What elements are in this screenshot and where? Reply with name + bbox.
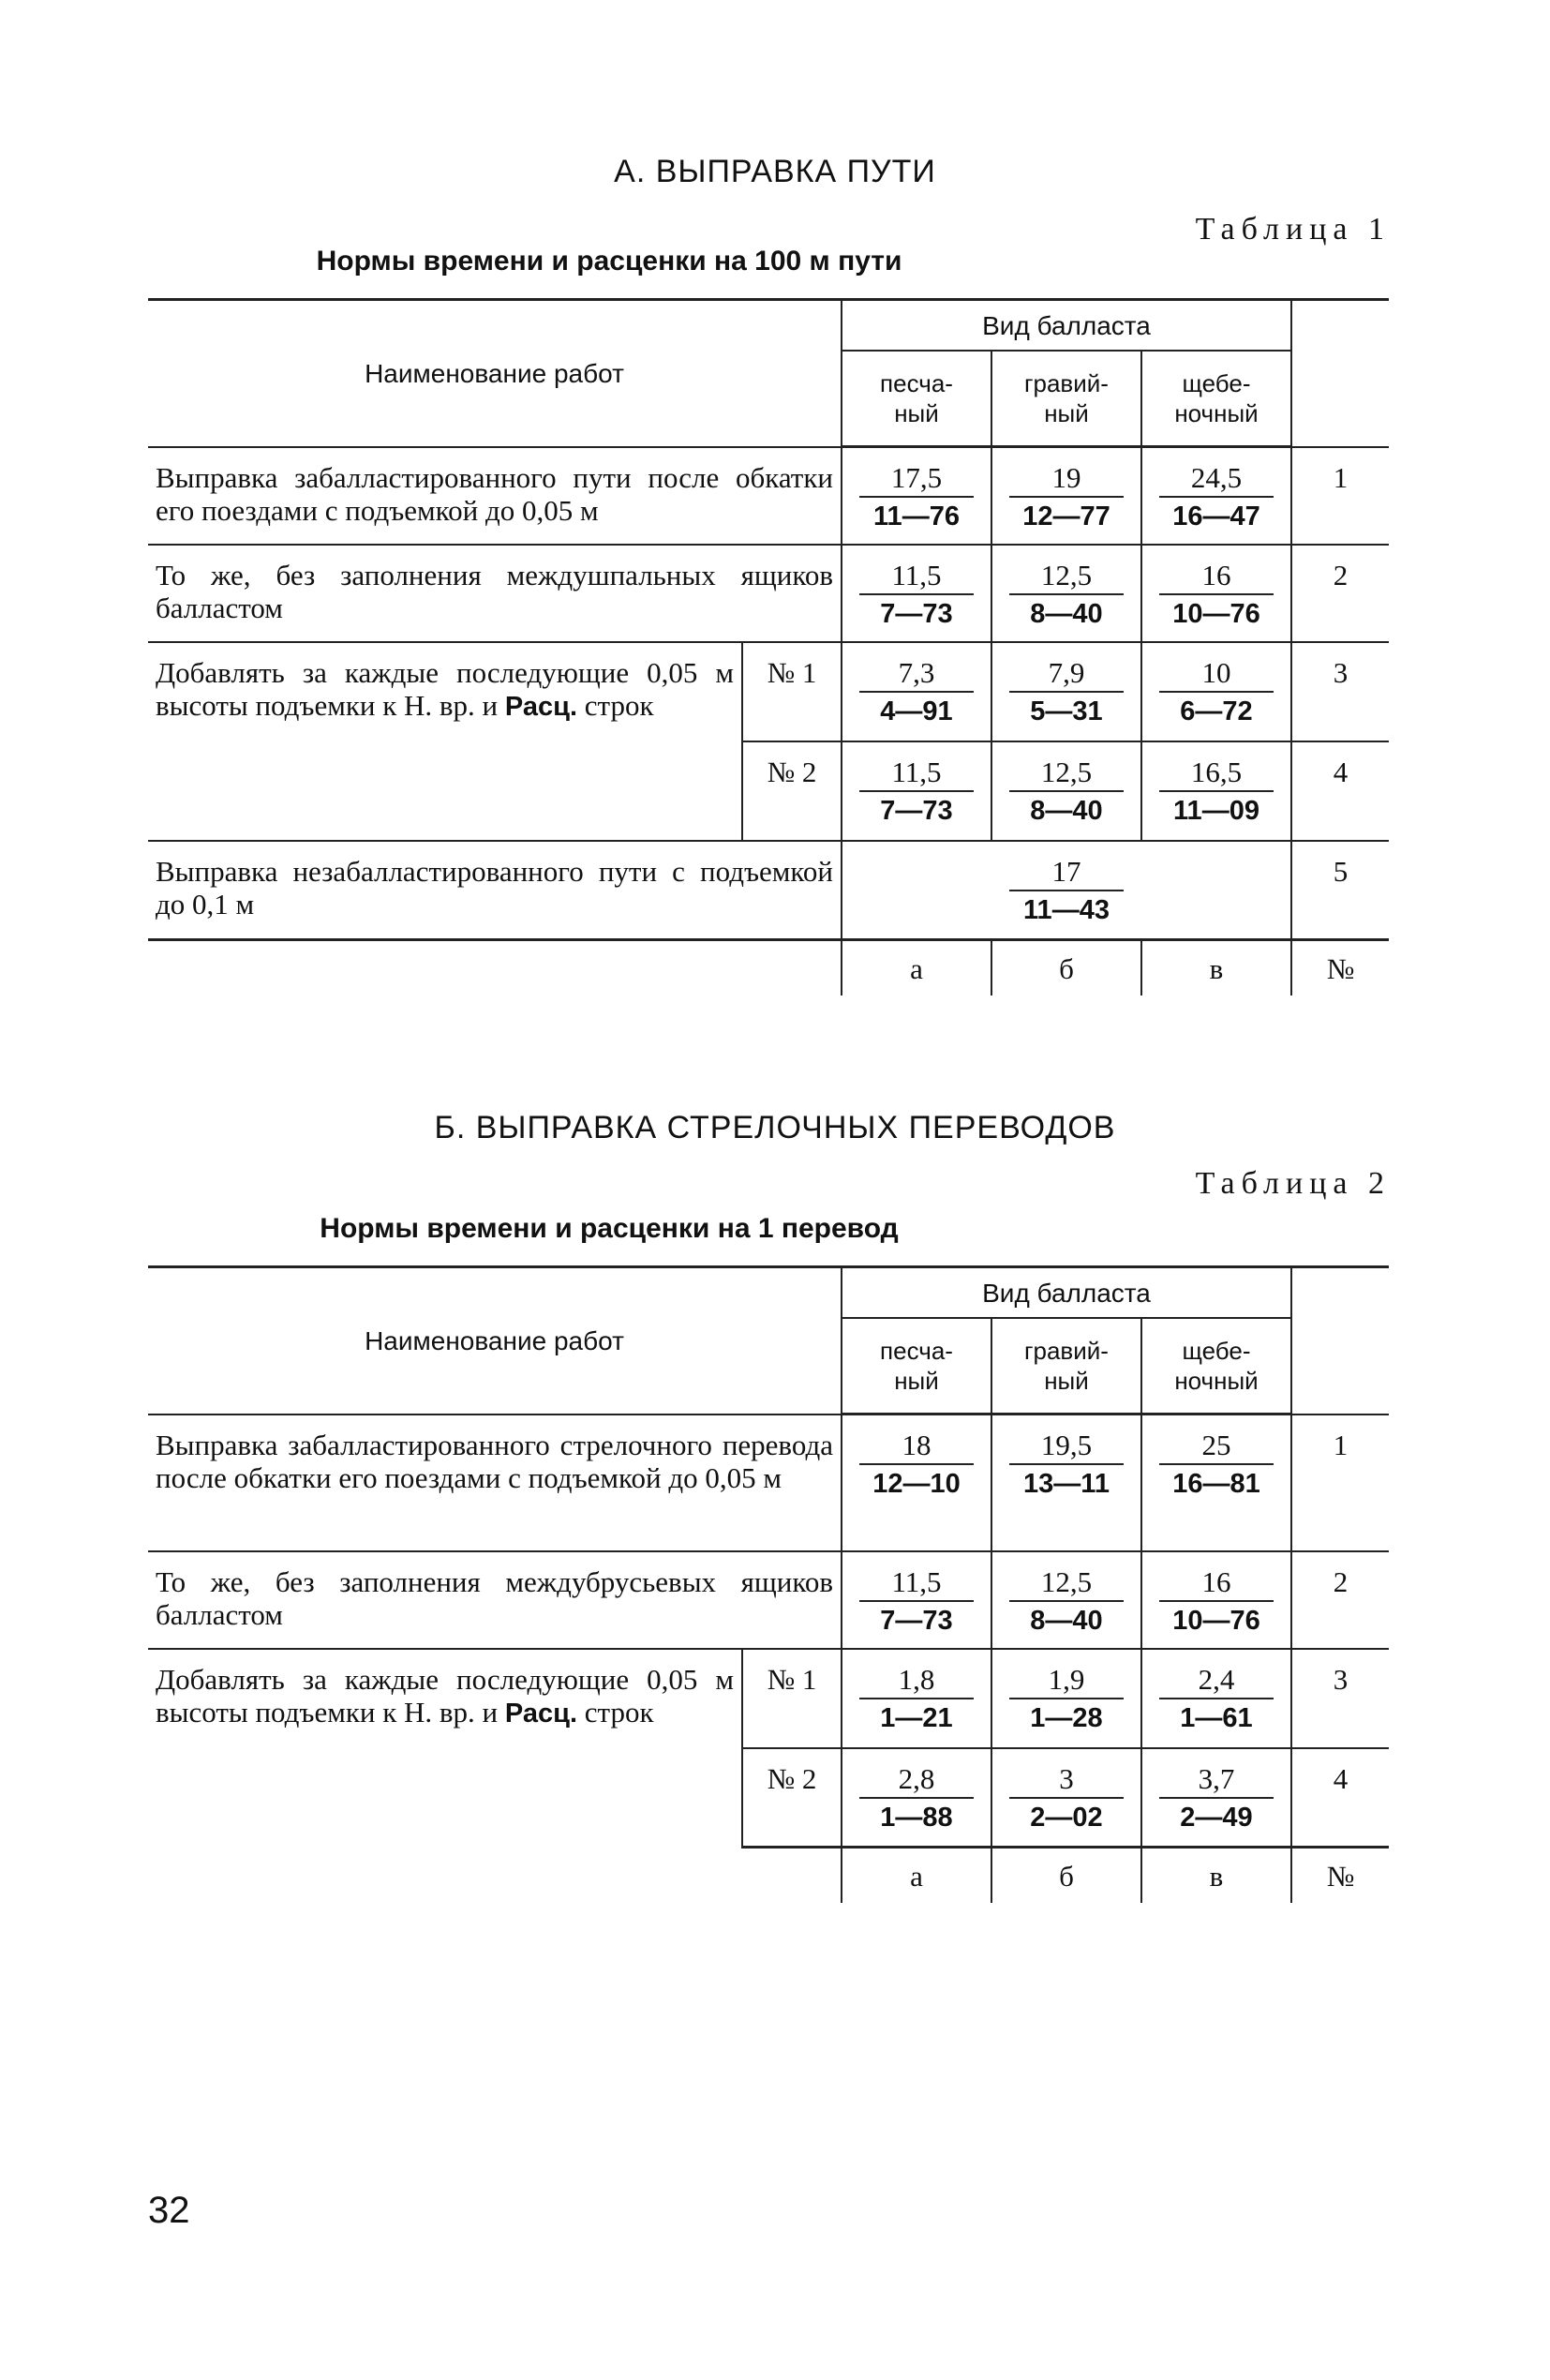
- value-cell: 12,5 8—40: [991, 545, 1141, 642]
- work-name: То же, без заполнения междушпальных ящиков балластом: [148, 545, 842, 642]
- work-name: То же, без заполнения междубрусьевых ящиков балластом: [148, 1551, 842, 1649]
- table-row: [148, 447, 1389, 545]
- column-index-no: №: [1291, 1848, 1389, 1904]
- value-cell: 25 16—81: [1141, 1415, 1291, 1551]
- table-2-label: Таблица 2: [1195, 1166, 1391, 1201]
- value-cell: 3 2—02: [991, 1748, 1141, 1848]
- row-number: 3: [1291, 642, 1389, 741]
- value-cell: 12,5 8—40: [991, 1551, 1141, 1649]
- column-index-row: [148, 940, 1389, 996]
- value-cell: 19,5 13—11: [991, 1415, 1141, 1551]
- sub-row-label: № 2: [742, 741, 842, 841]
- value-cell: 7,9 5—31: [991, 642, 1141, 741]
- value-cell: 11,5 7—73: [842, 545, 991, 642]
- column-index-b: б: [991, 940, 1141, 996]
- row-number: 1: [1291, 447, 1389, 545]
- work-name: Добавлять за каждые последующие 0,05 м высоты подъемки к Н. вр. и Расц. строк: [148, 642, 742, 841]
- column-index-no: №: [1291, 940, 1389, 996]
- column-index-row: [148, 1848, 1389, 1904]
- value-cell: 18 12—10: [842, 1415, 991, 1551]
- sub-row-label: № 1: [742, 1649, 842, 1748]
- table-row: [148, 545, 1389, 642]
- table-2-caption: Нормы времени и расценки на 1 перевод: [320, 1213, 899, 1244]
- value-cell: 16 10—76: [1141, 1551, 1291, 1649]
- value-cell: 17,5 11—76: [842, 447, 991, 545]
- table-row: [148, 1415, 1389, 1551]
- value-cell: 19 12—77: [991, 447, 1141, 545]
- work-name: Выправка забалластированного стрелочного перевода после обкатки его поездами с подъемкой до 0,05 м: [148, 1415, 842, 1551]
- column-index-c: в: [1141, 1848, 1291, 1904]
- row-number: 3: [1291, 1649, 1389, 1748]
- header-gravel: гравий- ный: [991, 1318, 1141, 1415]
- column-index-b: б: [991, 1848, 1141, 1904]
- header-sand: песча- ный: [842, 351, 991, 447]
- header-number-blank: [1291, 300, 1389, 447]
- table-row: [148, 642, 1389, 741]
- sub-row-label: № 1: [742, 642, 842, 741]
- page-number: 32: [148, 2190, 190, 2231]
- column-index-a: а: [842, 1848, 991, 1904]
- value-cell: 2,4 1—61: [1141, 1649, 1291, 1748]
- section-b-title: Б. ВЫПРАВКА СТРЕЛОЧНЫХ ПЕРЕВОДОВ: [434, 1110, 1116, 1145]
- table-2: [148, 1265, 1389, 1903]
- value-cell: 10 6—72: [1141, 642, 1291, 741]
- value-cell: 2,8 1—88: [842, 1748, 991, 1848]
- header-number-blank: [1291, 1267, 1389, 1415]
- work-name: Добавлять за каждые последующие 0,05 м высоты подъемки к Н. вр. и Расц. строк: [148, 1649, 742, 1848]
- table-1: [148, 298, 1389, 995]
- value-cell: 11,5 7—73: [842, 741, 991, 841]
- header-ballast-type: Вид балласта: [842, 300, 1291, 352]
- value-cell: 1,9 1—28: [991, 1649, 1141, 1748]
- header-work-name: Наименование работ: [148, 1267, 842, 1415]
- row-number: 4: [1291, 741, 1389, 841]
- value-cell: 24,5 16—47: [1141, 447, 1291, 545]
- table-row: [148, 1551, 1389, 1649]
- header-sand: песча- ный: [842, 1318, 991, 1415]
- table-1-label: Таблица 1: [1195, 212, 1391, 247]
- table-1-caption: Нормы времени и расценки на 100 м пути: [316, 246, 902, 277]
- value-cell: 12,5 8—40: [991, 741, 1141, 841]
- value-cell: 1,8 1—21: [842, 1649, 991, 1748]
- value-cell: 11,5 7—73: [842, 1551, 991, 1649]
- sub-row-label: № 2: [742, 1748, 842, 1848]
- header-ballast-type: Вид балласта: [842, 1267, 1291, 1319]
- column-index-a: а: [842, 940, 991, 996]
- table-row: [148, 1649, 1389, 1748]
- section-a-title: А. ВЫПРАВКА ПУТИ: [614, 154, 936, 189]
- table-row: [148, 841, 1389, 940]
- header-crushed-stone: щебе- ночный: [1141, 1318, 1291, 1415]
- row-number: 2: [1291, 545, 1389, 642]
- row-number: 1: [1291, 1415, 1389, 1551]
- row-number: 2: [1291, 1551, 1389, 1649]
- header-work-name: Наименование работ: [148, 300, 842, 447]
- header-crushed-stone: щебе- ночный: [1141, 351, 1291, 447]
- work-name: Выправка незабалластированного пути с подъемкой до 0,1 м: [148, 841, 842, 940]
- column-index-c: в: [1141, 940, 1291, 996]
- value-cell: 3,7 2—49: [1141, 1748, 1291, 1848]
- work-name: Выправка забалластированного пути после обкатки его поездами с подъемкой до 0,05 м: [148, 447, 842, 545]
- value-cell: 17 11—43: [842, 841, 1291, 940]
- row-number: 5: [1291, 841, 1389, 940]
- value-cell: 16 10—76: [1141, 545, 1291, 642]
- row-number: 4: [1291, 1748, 1389, 1848]
- value-cell: 7,3 4—91: [842, 642, 991, 741]
- header-gravel: гравий- ный: [991, 351, 1141, 447]
- value-cell: 16,5 11—09: [1141, 741, 1291, 841]
